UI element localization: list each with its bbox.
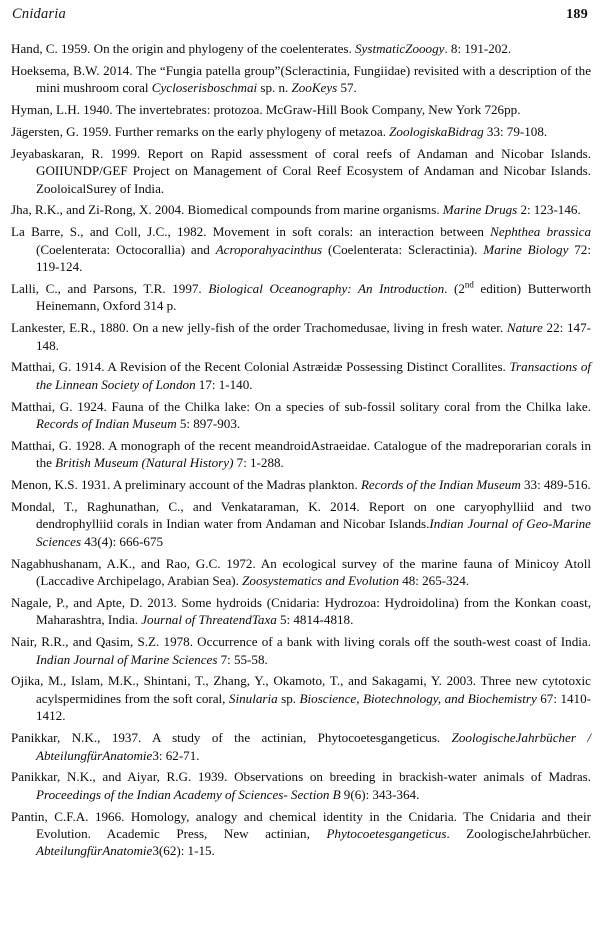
reference-list [11, 40, 591, 860]
reference-entry: Mondal, T., Raghunathan, C., and Venkataraman, K. 2014. Report on one caryophylliid and two dendrophylliid corals in Indian water from Andaman and Nicobar Islands.Indian Journal of Geo-Marine Sciences 43(4): 666-675 [11, 498, 591, 549]
reference-entry: Nair, R.R., and Qasim, S.Z. 1978. Occurrence of a bank with living corals off the south-west coast of India. Indian Journal of Marine Sciences 7: 55-58. [11, 634, 591, 667]
reference-entry: Ojika, M., Islam, M.K., Shintani, T., Zhang, Y., Okamoto, T., and Sakagami, Y. 2003. Three new cytotoxic acylspermidines from the soft coral, Sinularia sp. Bioscience, Biotechnology, and Biochemistry 67: 1410-1412. [11, 673, 591, 724]
reference-entry: Matthai, G. 1928. A monograph of the recent meandroidAstraeidae. Catalogue of the madreporarian corals in the British Museum (Natural History) 7: 1-288. [11, 437, 591, 471]
reference-entry: Hyman, L.H. 1940. The invertebrates: protozoa. McGraw-Hill Book Company, New York 726pp. [11, 102, 521, 118]
running-head-title: Cnidaria [12, 6, 66, 22]
reference-entry: Lankester, E.R., 1880. On a new jelly-fish of the order Trachomedusae, living in fresh water. Nature 22: 147-148. [11, 320, 591, 353]
reference-entry: Matthai, G. 1924. Fauna of the Chilka lake: On a species of sub-fossil solitary coral from the Chilka lake. Records of Indian Museum 5: 897-903. [11, 398, 591, 432]
reference-entry: Jeyabaskaran, R. 1999. Report on Rapid assessment of coral reefs of Andaman and Nicobar Islands. GOIIUNDP/GEF Project on Management of Coral Reef Ecosystem of Andaman and Nicobar Islands. ZooloicalSurey of India. [11, 145, 591, 196]
reference-entry: Nagale, P., and Apte, D. 2013. Some hydroids (Cnidaria: Hydrozoa: Hydroidolina) from the Konkan coast, Maharashtra, India. Journal of ThreatendTaxa 5: 4814-4818. [11, 594, 591, 628]
running-head [12, 6, 588, 28]
reference-entry: Pantin, C.F.A. 1966. Homology, analogy and chemical identity in the Cnidaria. The Cnidaria and their Evolution. Academic Press, New actinian, Phytocoetesgangeticus. ZoologischeJahrbücher. AbteilungfürAnatomie3(62): 1-15. [11, 808, 591, 859]
reference-entry: Matthai, G. 1914. A Revision of the Recent Colonial Astræidæ Possessing Distinct Corallites. Transactions of the Linnean Society of London 17: 1-140. [11, 359, 592, 392]
reference-entry: Nagabhushanam, A.K., and Rao, G.C. 1972. An ecological survey of the marine fauna of Minicoy Atoll (Laccadive Archipelago, Arabian Sea). Zoosystematics and Evolution 48: 265-324. [11, 555, 591, 589]
reference-entry: Jha, R.K., and Zi-Rong, X. 2004. Biomedical compounds from marine organisms. Marine Drugs 2: 123-146. [11, 202, 581, 218]
page-number: 189 [566, 7, 588, 22]
reference-entry: Menon, K.S. 1931. A preliminary account of the Madras plankton. Records of the Indian Museum 33: 489-516. [11, 477, 591, 493]
reference-entry: La Barre, S., and Coll, J.C., 1982. Movement in soft corals: an interaction between Nephthea brassica (Coelenterata: Octocorallia) and Acroporahyacinthus (Coelenterata: Scleractinia). Marine Biology 72: 119-124. [11, 224, 592, 275]
reference-entry: Panikkar, N.K., 1937. A study of the actinian, Phytocoetesgangeticus. ZoologischeJahrbücher / AbteilungfürAnatomie3: 62-71. [11, 730, 591, 763]
reference-entry: Lalli, C., and Parsons, T.R. 1997. Biological Oceanography: An Introduction. (2nd edition) Butterworth Heinemann, Oxford 314 p. [11, 279, 591, 314]
reference-entry: Panikkar, N.K., and Aiyar, R.G. 1939. Observations on breeding in brackish-water animals of Madras. Proceedings of the Indian Academy of Sciences- Section B 9(6): 343-364. [11, 769, 591, 802]
reference-entry: Jägersten, G. 1959. Further remarks on the early phylogeny of metazoa. ZoologiskaBidrag 33: 79-108. [11, 123, 548, 139]
reference-entry: Hand, C. 1959. On the origin and phylogeny of the coelenterates. SystmaticZooogy. 8: 191-202. [11, 41, 512, 56]
reference-entry: Hoeksema, B.W. 2014. The “Fungia patella group”(Scleractinia, Fungiidae) revisited with a description of the mini mushroom coral Cycloserisboschmai sp. n. ZooKeys 57. [11, 62, 591, 96]
